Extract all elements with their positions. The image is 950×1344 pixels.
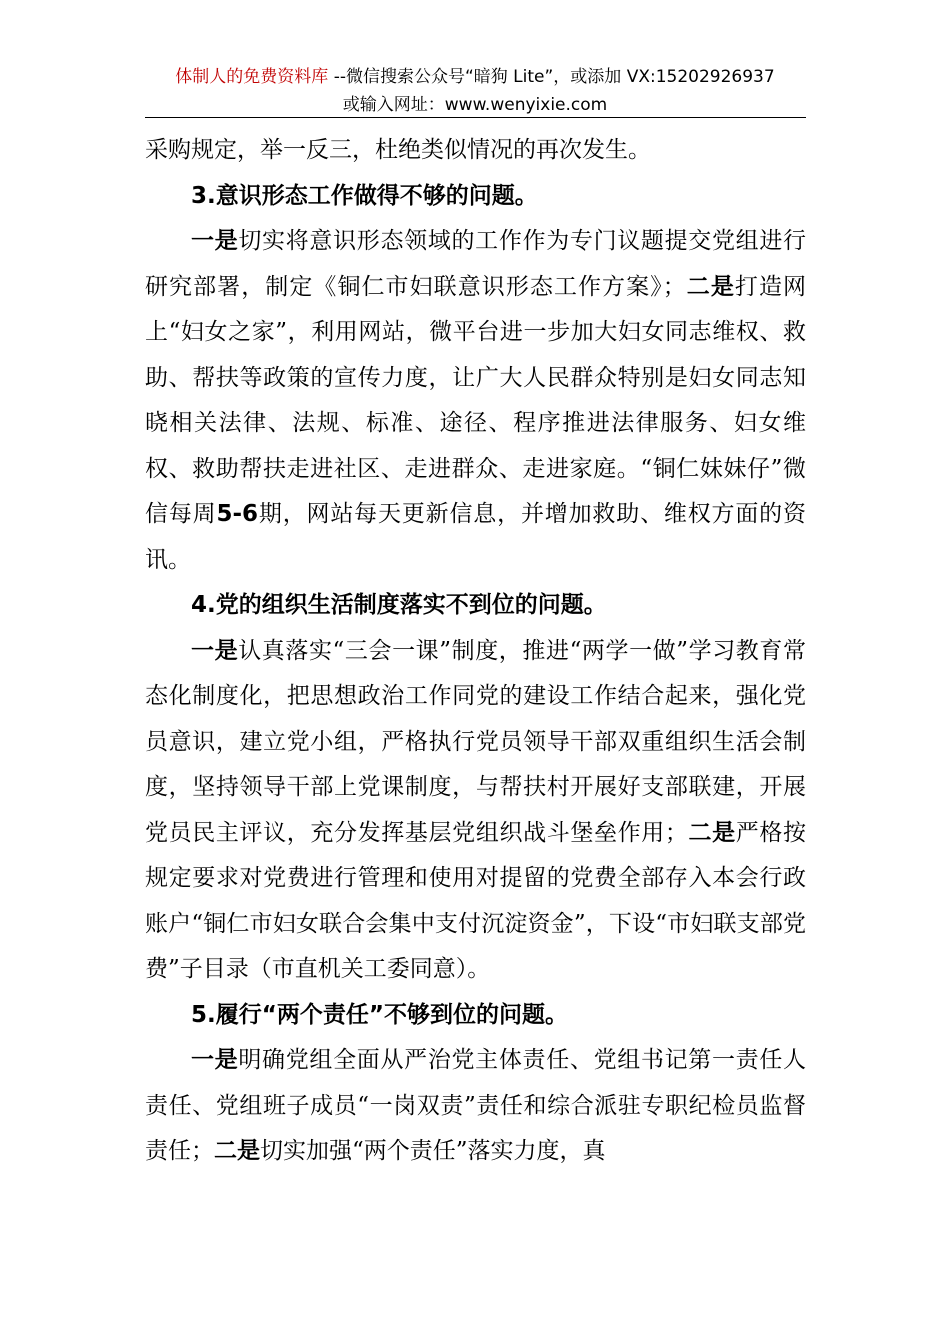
section-heading-4: 4.党的组织生活制度落实不到位的问题。 [191, 592, 607, 618]
point-label-2: 二是 [685, 273, 735, 300]
header-brand: 体制人的免费资料库 [175, 67, 329, 87]
section-heading-3: 3.意识形态工作做得不够的问题。 [191, 182, 538, 209]
paragraph-continuation: 采购规定，举一反三，杜绝类似情况的再次发生。 [145, 137, 651, 163]
point-label-2: 二是 [214, 1138, 260, 1164]
issue-count: 5-6 [216, 501, 259, 527]
paragraph-text: 切实将意识形态领域的工作作为专门议题提交党组进行研究部署，制定《铜仁市妇联意识形态工作方案》； [145, 228, 807, 300]
section-heading-5: 5.履行“两个责任”不够到位的问题。 [191, 1001, 568, 1028]
paragraph-text: 严格按规定要求对党费进行管理和使用对提留的党费全部存入本会行政账户“铜仁市妇女联合会集中支付沉淀资金”，下设“市妇联支部党费”子目录（市直机关工委同意）。 [145, 819, 807, 982]
paragraph-text: 打造网上“妇女之家”，利用网站，微平台进一步加大妇女同志维权、救助、帮扶等政策的宣传力度，让广大人民群众特别是妇女同志知晓相关法律、法规、标准、途径、程序推进法律服务、妇女维权、救助帮扶走进社区、走进群众、走进家庭。“铜仁妹妹仔”微信每周 [145, 273, 807, 527]
header-divider [145, 117, 806, 118]
paragraph-text: 期，网站每天更新信息，并增加救助、维权方面的资讯。 [145, 501, 807, 573]
paragraph-section-4 [145, 629, 806, 993]
page-header [0, 66, 950, 88]
paragraph-text: 明确党组全面从严治党主体责任、党组书记第一责任人责任、党组班子成员“一岗双责”责任和综合派驻专职纪检员监督责任； [145, 1047, 807, 1164]
paragraph-section-3 [145, 219, 806, 583]
header-contact-text: --微信搜索公众号“暗狗 Lite”，或添加 VX:15202926937 [328, 67, 775, 87]
header-website-line: 或输入网址：www.wenyixie.com [342, 95, 608, 115]
document-body [145, 128, 806, 1175]
point-label-1: 一是 [191, 228, 239, 254]
point-label-2: 二是 [687, 819, 736, 846]
point-label-1: 一是 [191, 1047, 239, 1073]
paragraph-text: 切实加强“两个责任”落实力度，真 [260, 1138, 606, 1164]
point-label-1: 一是 [191, 637, 239, 664]
paragraph-section-5 [145, 1038, 806, 1175]
paragraph-text: 认真落实“三会一课”制度，推进“两学一做”学习教育常态化制度化，把思想政治工作同党的建设工作结合起来，强化党员意识，建立党小组，严格执行党员领导干部双重组织生活会制度，坚持领导干部上党课制度，与帮扶村开展好支部联建，开展党员民主评议，充分发挥基层党组织战斗堡垒作用； [145, 637, 806, 846]
